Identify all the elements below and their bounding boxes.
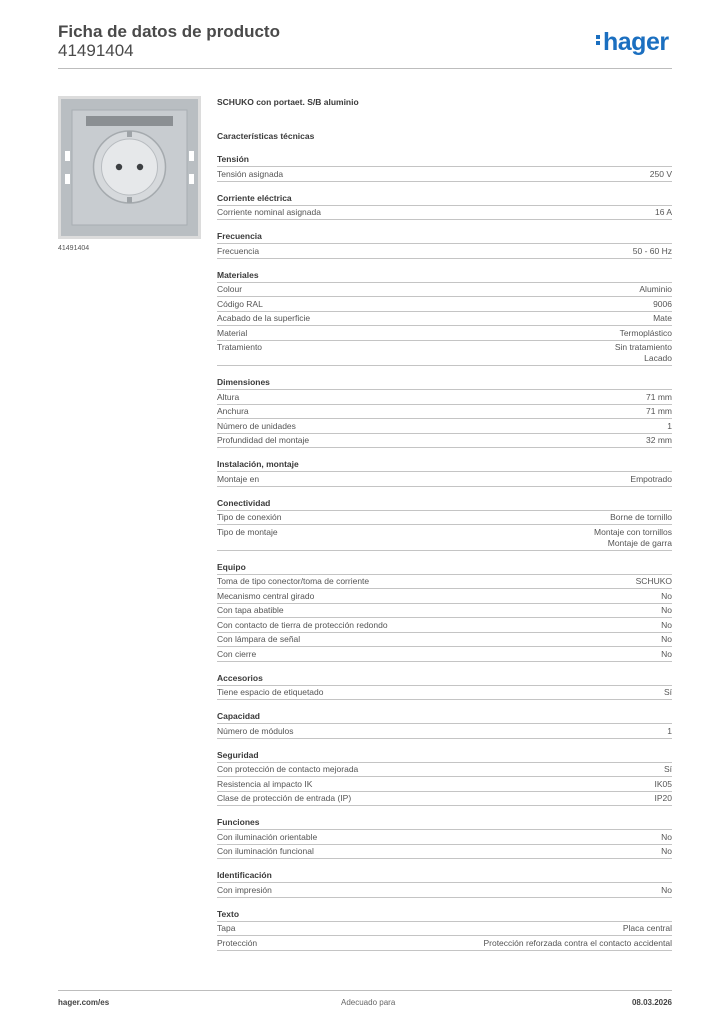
spec-value: Protección reforzada contra el contacto accidental — [483, 937, 672, 948]
spec-row — [217, 405, 672, 420]
spec-label: Tensión asignada — [217, 168, 284, 179]
spec-group — [217, 269, 672, 367]
hager-logo — [596, 28, 669, 56]
spec-label: Clase de protección de entrada (IP) — [217, 793, 352, 803]
spec-row — [217, 525, 672, 551]
spec-label: Tapa — [217, 923, 236, 933]
spec-group — [217, 816, 672, 859]
spec-group-title: Identificación — [217, 869, 672, 883]
spec-value: Sí — [663, 687, 672, 697]
spec-label: Tiene espacio de etiquetado — [217, 687, 324, 697]
spec-label: Con cierre — [217, 648, 257, 659]
spec-row — [217, 647, 672, 662]
spec-group-title: Accesorios — [217, 672, 672, 686]
spec-value: 71 mm — [646, 406, 672, 416]
spec-label: Tipo de conexión — [217, 512, 282, 522]
spec-label: Con lámpara de señal — [217, 634, 301, 644]
spec-row — [217, 724, 672, 739]
spec-label: Con tapa abatible — [217, 605, 284, 615]
logo-text: hager — [603, 28, 669, 56]
spec-row — [217, 830, 672, 845]
spec-value: No — [661, 648, 672, 659]
spec-row — [217, 341, 672, 367]
spec-row — [217, 845, 672, 860]
spec-row — [217, 244, 672, 259]
spec-group-title: Capacidad — [217, 710, 672, 724]
spec-value: 250 V — [649, 168, 672, 179]
spec-label: Con iluminación funcional — [217, 846, 314, 856]
spec-value: Sí — [663, 764, 672, 774]
spec-label: Toma de tipo conector/toma de corriente — [217, 576, 370, 586]
spec-content — [217, 95, 672, 951]
technical-characteristics-title: Características técnicas — [217, 131, 315, 141]
spec-label: Frecuencia — [217, 245, 260, 256]
spec-label: Mecanismo central girado — [217, 590, 315, 601]
spec-row — [217, 297, 672, 312]
spec-group-title: Frecuencia — [217, 230, 672, 244]
spec-row — [217, 575, 672, 590]
spec-label: Resistencia al impacto IK — [217, 778, 313, 789]
spec-value: Borne de tornillo — [610, 512, 672, 522]
spec-label: Número de módulos — [217, 725, 294, 736]
spec-row — [217, 686, 672, 701]
spec-value: No — [661, 634, 672, 644]
spec-row — [217, 419, 672, 434]
spec-group-title: Texto — [217, 908, 672, 922]
spec-label: Montaje en — [217, 473, 260, 484]
spec-row — [217, 618, 672, 633]
spec-value: 9006 — [653, 298, 672, 309]
spec-value: Aluminio — [639, 284, 672, 294]
spec-value: No — [661, 831, 672, 842]
spec-group — [217, 458, 672, 487]
spec-row — [217, 589, 672, 604]
spec-value: 16 A — [654, 207, 672, 217]
spec-row — [217, 777, 672, 792]
page-title: Ficha de datos de producto — [58, 22, 280, 41]
logo-dots-icon — [596, 33, 601, 47]
spec-label: Con protección de contacto mejorada — [217, 764, 359, 774]
footer-date: 08.03.2026 — [631, 998, 672, 1007]
spec-row — [217, 633, 672, 648]
spec-value: No — [661, 846, 672, 856]
spec-value: Mate — [653, 313, 672, 323]
spec-row — [217, 922, 672, 937]
spec-row — [217, 312, 672, 327]
spec-label: Con impresión — [217, 884, 272, 895]
spec-groups — [217, 153, 672, 951]
spec-row — [217, 434, 672, 449]
spec-label: Número de unidades — [217, 420, 296, 431]
spec-label: Material — [217, 327, 248, 338]
spec-label: Colour — [217, 284, 243, 294]
spec-group — [217, 869, 672, 898]
spec-row — [217, 206, 672, 221]
image-caption: 41491404 — [58, 245, 90, 252]
spec-value: No — [661, 619, 672, 630]
spec-group-title: Funciones — [217, 816, 672, 830]
spec-value: Sin tratamiento Lacado — [614, 342, 672, 363]
spec-value: 1 — [667, 420, 672, 431]
spec-row — [217, 167, 672, 182]
spec-label: Corriente nominal asignada — [217, 207, 321, 217]
footer-note: Adecuado para — [341, 998, 396, 1007]
spec-row — [217, 472, 672, 487]
spec-group — [217, 153, 672, 182]
footer-website: hager.com/es — [58, 998, 110, 1007]
spec-label: Con iluminación orientable — [217, 831, 318, 842]
spec-value: 1 — [667, 725, 672, 736]
spec-value: No — [661, 605, 672, 615]
product-name: SCHUKO con portaet. S/B aluminio — [217, 97, 359, 107]
spec-group-title: Conectividad — [217, 497, 672, 511]
spec-value: Montaje con tornillos Montaje de garra — [594, 526, 672, 548]
spec-row — [217, 390, 672, 405]
product-code: 41491404 — [58, 41, 134, 60]
spec-label: Con contacto de tierra de protección redondo — [217, 619, 388, 630]
spec-label: Anchura — [217, 406, 249, 416]
spec-group — [217, 192, 672, 221]
spec-label: Protección — [217, 937, 258, 948]
product-image — [58, 96, 201, 239]
spec-value: No — [661, 590, 672, 601]
footer-divider — [58, 990, 672, 991]
header-divider — [58, 68, 672, 69]
spec-value: 50 - 60 Hz — [632, 245, 672, 256]
spec-row — [217, 326, 672, 341]
spec-row — [217, 283, 672, 298]
spec-group-title: Instalación, montaje — [217, 458, 672, 472]
spec-value: Termoplástico — [619, 327, 672, 338]
spec-value: IP20 — [654, 793, 672, 803]
spec-group — [217, 672, 672, 701]
spec-row — [217, 604, 672, 619]
spec-value: 32 mm — [646, 435, 672, 445]
spec-row — [217, 883, 672, 898]
spec-group-title: Materiales — [217, 269, 672, 283]
page-header — [58, 22, 280, 60]
spec-group — [217, 230, 672, 259]
spec-group-title: Equipo — [217, 561, 672, 575]
spec-row — [217, 936, 672, 951]
spec-group — [217, 497, 672, 551]
spec-label: Altura — [217, 391, 240, 402]
spec-label: Tipo de montaje — [217, 526, 278, 537]
spec-group — [217, 908, 672, 951]
spec-group — [217, 749, 672, 807]
spec-group — [217, 376, 672, 448]
spec-value: SCHUKO — [635, 576, 672, 586]
spec-value: Placa central — [622, 923, 672, 933]
spec-value: No — [661, 884, 672, 895]
spec-label: Código RAL — [217, 298, 263, 309]
spec-group-title: Tensión — [217, 153, 672, 167]
spec-label: Tratamiento — [217, 342, 263, 352]
spec-group — [217, 561, 672, 662]
spec-group-title: Seguridad — [217, 749, 672, 763]
spec-value: 71 mm — [646, 391, 672, 402]
spec-label: Acabado de la superficie — [217, 313, 311, 323]
spec-row — [217, 763, 672, 778]
spec-row — [217, 792, 672, 807]
spec-value: IK05 — [654, 778, 672, 789]
spec-group-title: Dimensiones — [217, 376, 672, 390]
spec-value: Empotrado — [630, 473, 672, 484]
spec-group-title: Corriente eléctrica — [217, 192, 672, 206]
spec-group — [217, 710, 672, 739]
spec-label: Profundidad del montaje — [217, 435, 310, 445]
spec-row — [217, 511, 672, 526]
